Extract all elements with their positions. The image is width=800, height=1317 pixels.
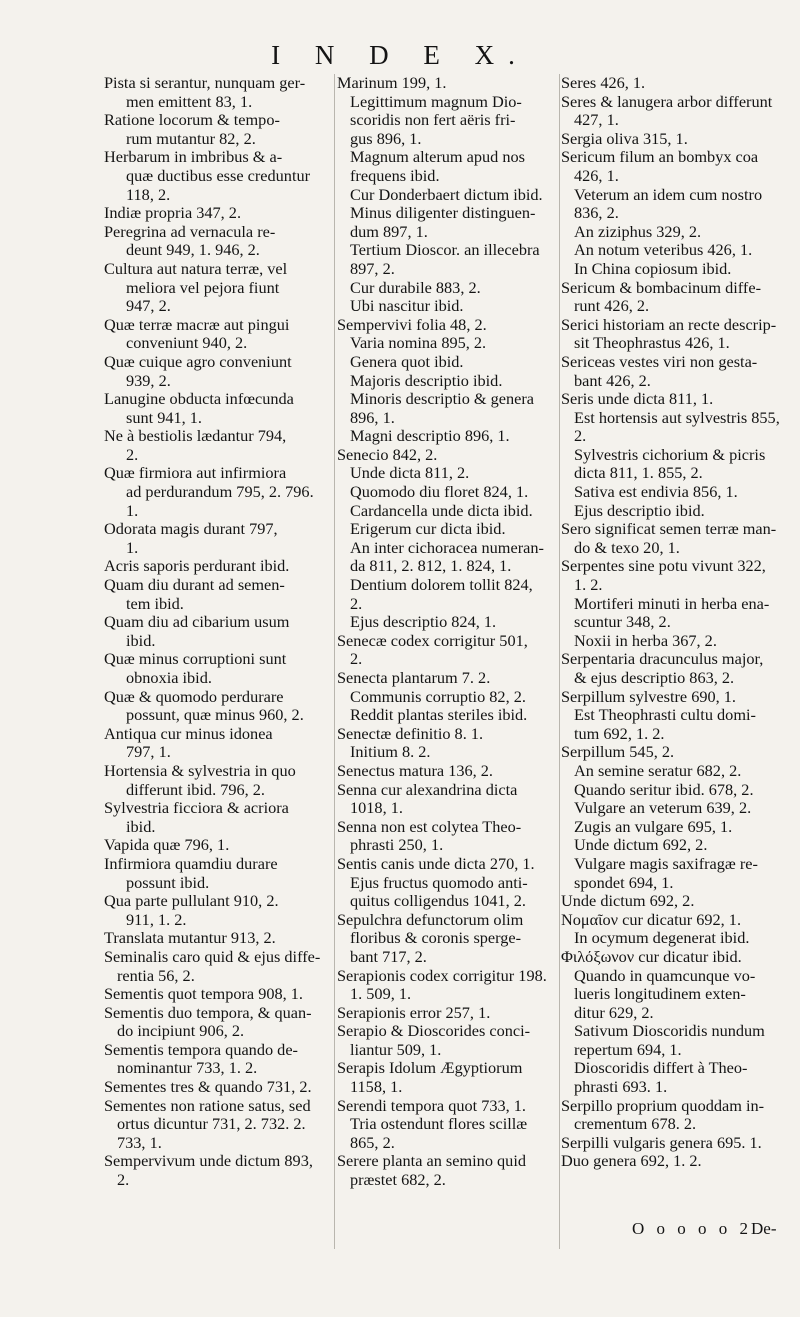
index-line: runt 426, 2.: [574, 296, 650, 316]
index-line: do incipiunt 906, 2.: [117, 1021, 245, 1041]
index-line: Senna cur alexandrina dicta: [337, 779, 518, 799]
index-line: Reddit plantas steriles ibid.: [350, 705, 528, 725]
index-line: Seres & lanugera arbor differunt: [561, 91, 773, 111]
index-line: Senecio 842, 2.: [337, 444, 438, 464]
index-line: ditur 629, 2.: [574, 1002, 654, 1022]
index-line: Legittimum magnum Dio-: [350, 91, 522, 111]
index-line: Initium 8. 2.: [350, 742, 431, 762]
index-line: Serpentes sine potu vivunt 322,: [561, 556, 766, 576]
index-line: Erigerum cur dicta ibid.: [350, 519, 506, 539]
index-line: Indiæ propria 347, 2.: [104, 203, 242, 223]
index-line: dum 897, 1.: [350, 221, 428, 241]
index-line: Seres 426, 1.: [561, 74, 646, 92]
index-line: phrasti 250, 1.: [350, 835, 444, 855]
index-line: frequens ibid.: [350, 165, 440, 185]
index-line: Sementis quot tempora 908, 1.: [104, 984, 303, 1004]
index-line: Qua parte pullulant 910, 2.: [104, 891, 279, 911]
index-line: rentia 56, 2.: [117, 965, 195, 985]
index-line: Lanugine obducta infœcunda: [104, 389, 294, 409]
index-line: 911, 1. 2.: [126, 909, 187, 929]
index-line: 427, 1.: [574, 110, 619, 130]
index-line: Zugis an vulgare 695, 1.: [574, 816, 733, 836]
index-line: Ubi nascitur ibid.: [350, 296, 464, 316]
index-line: Serapis Idolum Ægyptiorum: [337, 1058, 523, 1078]
index-line: Seminalis caro quid & ejus diffe-: [104, 946, 321, 966]
index-line: 836, 2.: [574, 203, 619, 223]
index-line: Quando in quamcunque vo-: [574, 965, 756, 985]
index-line: Sativum Dioscoridis nundum: [574, 1021, 765, 1041]
index-line: 1.: [126, 537, 139, 557]
index-line: 865, 2.: [350, 1132, 395, 1152]
index-line: Sementes tres & quando 731, 2.: [104, 1077, 312, 1097]
index-line: crementum 678. 2.: [574, 1114, 697, 1134]
index-line: possunt, quæ minus 960, 2.: [126, 705, 304, 725]
index-line: Sylvestria ficciora & acriora: [104, 798, 289, 818]
index-line: conveniunt 940, 2.: [126, 333, 248, 353]
index-line: Duo genera 692, 1. 2.: [561, 1151, 702, 1171]
index-line: Serapionis codex corrigitur 198.: [337, 965, 547, 985]
index-line: Quam diu durant ad semen-: [104, 575, 285, 595]
index-line: sunt 941, 1.: [126, 407, 202, 427]
index-line: 1018, 1.: [350, 798, 403, 818]
index-line: Quæ firmiora aut infirmiora: [104, 463, 287, 483]
index-line: 939, 2.: [126, 370, 171, 390]
index-line: Acris saporis perdurant ibid.: [104, 556, 290, 576]
index-line: Ejus descriptio 824, 1.: [350, 612, 497, 632]
index-line: 2.: [350, 593, 363, 613]
index-line: 897, 2.: [350, 258, 395, 278]
index-line: floribus & coronis sperge-: [350, 928, 522, 948]
index-line: Senecæ codex corrigitur 501,: [337, 630, 528, 650]
index-line: Serpillum 545, 2.: [561, 742, 675, 762]
index-line: Serapionis error 257, 1.: [337, 1002, 491, 1022]
index-line: Tria ostendunt flores scillæ: [350, 1114, 528, 1134]
index-line: Cur durabile 883, 2.: [350, 277, 481, 297]
index-line: Senna non est colytea Theo-: [337, 816, 522, 836]
index-line: Φιλόξωνον cur dicatur ibid.: [561, 946, 742, 966]
index-line: Senecta plantarum 7. 2.: [337, 668, 491, 687]
index-line: Vapida quæ 796, 1.: [104, 835, 230, 855]
index-line: An ziziphus 329, 2.: [574, 221, 702, 241]
index-line: bant 426, 2.: [574, 370, 651, 390]
index-line: 118, 2.: [126, 184, 171, 204]
index-line: Sepulchra defunctorum olim: [337, 909, 524, 929]
index-line: repertum 694, 1.: [574, 1039, 682, 1059]
index-line: Tertium Dioscor. an illecebra: [350, 240, 540, 260]
index-line: Ejus fructus quomodo anti-: [350, 872, 528, 892]
index-line: Sementes non ratione satus, sed: [104, 1095, 311, 1115]
index-line: liantur 509, 1.: [350, 1039, 442, 1059]
index-line: Translata mutantur 913, 2.: [104, 928, 276, 948]
index-line: Minus diligenter distinguen-: [350, 203, 536, 223]
index-line: 2.: [350, 649, 363, 669]
index-line: præstet 682, 2.: [350, 1170, 446, 1190]
index-line: Unde dicta 811, 2.: [350, 463, 470, 483]
index-line: Serapio & Dioscorides conci-: [337, 1021, 531, 1041]
index-line: Majoris descriptio ibid.: [350, 370, 503, 390]
index-line: ad perdurandum 795, 2. 796.: [126, 482, 314, 502]
index-line: 1158, 1.: [350, 1077, 403, 1097]
index-line: scuntur 348, 2.: [574, 612, 671, 632]
index-line: Senectæ definitio 8. 1.: [337, 723, 484, 743]
index-line: Serici historiam an recte descrip-: [561, 314, 777, 334]
index-line: Vulgare magis saxifragæ re-: [574, 853, 758, 873]
index-line: Sempervivi folia 48, 2.: [337, 314, 487, 334]
index-line: do & texo 20, 1.: [574, 537, 680, 557]
index-line: gus 896, 1.: [350, 128, 422, 148]
index-line: 896, 1.: [350, 407, 395, 427]
index-column-2: [337, 74, 562, 1254]
index-line: Cultura aut natura terræ, vel: [104, 258, 288, 278]
index-line: Senectus matura 136, 2.: [337, 760, 493, 780]
index-line: Νομαῖον cur dicatur 692, 1.: [561, 909, 742, 929]
index-line: Est hortensis aut sylvestris 855,: [574, 407, 780, 427]
index-line: Sempervivum unde dictum 893,: [104, 1151, 313, 1171]
index-line: tum 692, 1. 2.: [574, 723, 665, 743]
index-line: spondet 694, 1.: [574, 872, 674, 892]
index-line: Dioscoridis differt à Theo-: [574, 1058, 748, 1078]
index-line: obnoxia ibid.: [126, 668, 212, 687]
index-line: Noxii in herba 367, 2.: [574, 630, 717, 650]
index-line: Quam diu ad cibarium usum: [104, 612, 290, 632]
index-line: Unde dictum 692, 2.: [561, 891, 695, 911]
index-line: rum mutantur 82, 2.: [126, 128, 256, 148]
index-line: 2.: [117, 1170, 130, 1190]
index-line: In China copiosum ibid.: [574, 258, 732, 278]
index-line: Pista si serantur, nunquam ger-: [104, 74, 306, 92]
index-line: Quæ cuique agro conveniunt: [104, 351, 292, 371]
index-line: bant 717, 2.: [350, 946, 427, 966]
index-line: Sero significat semen terræ man-: [561, 519, 777, 539]
index-line: Unde dictum 692, 2.: [574, 835, 708, 855]
index-line: meliora vel pejora fiunt: [126, 277, 280, 297]
index-line: Odorata magis durant 797,: [104, 519, 278, 539]
index-line: Peregrina ad vernacula re-: [104, 221, 276, 241]
index-line: quitus colligendus 1041, 2.: [350, 891, 526, 911]
index-line: dicta 811, 1. 855, 2.: [574, 463, 703, 483]
index-line: Communis corruptio 82, 2.: [350, 686, 526, 706]
index-line: 2.: [126, 444, 139, 464]
index-line: men emittent 83, 1.: [126, 91, 253, 111]
index-line: 426, 1.: [574, 165, 619, 185]
index-line: possunt ibid.: [126, 872, 210, 892]
index-line: Est Theophrasti cultu domi-: [574, 705, 756, 725]
index-line: 947, 2.: [126, 296, 171, 316]
index-line: quæ ductibus esse creduntur: [126, 165, 311, 185]
index-line: Sylvestris cichorium & picris: [574, 444, 766, 464]
index-line: Serpilli vulgaris genera 695. 1.: [561, 1132, 762, 1152]
index-line: Serere planta an semino quid: [337, 1151, 526, 1171]
index-line: ibid.: [126, 630, 156, 650]
index-line: An notum veteribus 426, 1.: [574, 240, 753, 260]
page-title: I N D E X.: [271, 40, 529, 70]
index-line: Quæ terræ macræ aut pingui: [104, 314, 290, 334]
index-line: Varia nomina 895, 2.: [350, 333, 487, 353]
index-column-3: [561, 74, 797, 1254]
index-line: 1. 509, 1.: [350, 984, 412, 1004]
index-line: Sementis tempora quando de-: [104, 1039, 298, 1059]
index-line: Serpillum sylvestre 690, 1.: [561, 686, 737, 706]
index-line: ortus dicuntur 731, 2. 732. 2.: [117, 1114, 306, 1134]
index-line: An inter cichoracea numeran-: [350, 537, 544, 557]
index-line: Magni descriptio 896, 1.: [350, 426, 510, 446]
index-line: Vulgare an veterum 639, 2.: [574, 798, 752, 818]
index-line: Serpillo proprium quoddam in-: [561, 1095, 765, 1115]
index-line: Ne à bestiolis lædantur 794,: [104, 426, 287, 446]
index-line: Ejus descriptio ibid.: [574, 500, 705, 520]
index-line: Infirmiora quamdiu durare: [104, 853, 278, 873]
index-line: Sementis duo tempora, & quan-: [104, 1002, 312, 1022]
index-line: Serendi tempora quot 733, 1.: [337, 1095, 527, 1115]
catchword: De-: [751, 1219, 777, 1238]
index-line: phrasti 693. 1.: [574, 1077, 668, 1097]
index-line: Dentium dolorem tollit 824,: [350, 575, 533, 595]
index-line: Mortiferi minuti in herba ena-: [574, 593, 770, 613]
index-line: 1. 2.: [574, 575, 603, 595]
index-line: 797, 1.: [126, 742, 171, 762]
index-line: Magnum alterum apud nos: [350, 147, 525, 167]
index-line: Genera quot ibid.: [350, 351, 464, 371]
index-line: 1.: [126, 500, 139, 520]
index-line: da 811, 2. 812, 1. 824, 1.: [350, 556, 512, 576]
index-line: ibid.: [126, 816, 156, 836]
index-line: Minoris descriptio & genera: [350, 389, 535, 409]
index-line: tem ibid.: [126, 593, 184, 613]
index-line: Seris unde dicta 811, 1.: [561, 389, 714, 409]
index-line: Quomodo diu floret 824, 1.: [350, 482, 529, 502]
index-line: 733, 1.: [117, 1132, 162, 1152]
index-line: Herbarum in imbribus & a-: [104, 147, 283, 167]
index-line: Sericum & bombacinum diffe-: [561, 277, 762, 297]
index-line: Cur Donderbaert dictum ibid.: [350, 184, 543, 204]
index-line: differunt ibid. 796, 2.: [126, 779, 265, 799]
index-line: Ratione locorum & tempo-: [104, 110, 280, 130]
index-line: Marinum 199, 1.: [337, 74, 447, 92]
index-line: deunt 949, 1. 946, 2.: [126, 240, 260, 260]
index-line: Quæ minus corruptioni sunt: [104, 649, 287, 669]
index-line: & ejus descriptio 863, 2.: [574, 668, 735, 687]
index-line: scoridis non fert aëris fri-: [350, 110, 516, 130]
index-line: Sativa est endivia 856, 1.: [574, 482, 738, 502]
index-line: Hortensia & sylvestria in quo: [104, 760, 296, 780]
index-line: An semine seratur 682, 2.: [574, 760, 742, 780]
index-line: Veterum an idem cum nostro: [574, 184, 763, 204]
index-line: Cardancella unde dicta ibid.: [350, 500, 533, 520]
index-line: 2.: [574, 426, 587, 446]
index-line: Sergia oliva 315, 1.: [561, 128, 688, 148]
index-line: Quæ & quomodo perdurare: [104, 686, 284, 706]
index-line: In ocymum degenerat ibid.: [574, 928, 750, 948]
index-line: nominantur 733, 1. 2.: [117, 1058, 258, 1078]
index-line: Sentis canis unde dicta 270, 1.: [337, 853, 535, 873]
index-line: Sericeas vestes viri non gesta-: [561, 351, 758, 371]
index-line: Sericum filum an bombyx coa: [561, 147, 759, 167]
signature-mark: O o o o o 2: [632, 1219, 753, 1238]
index-line: Serpentaria dracunculus major,: [561, 649, 764, 669]
index-line: sit Theophrastus 426, 1.: [574, 333, 730, 353]
index-line: Antiqua cur minus idonea: [104, 723, 273, 743]
index-line: Quando seritur ibid. 678, 2.: [574, 779, 754, 799]
index-line: lueris longitudinem exten-: [574, 984, 746, 1004]
index-column-1: [104, 74, 336, 1254]
